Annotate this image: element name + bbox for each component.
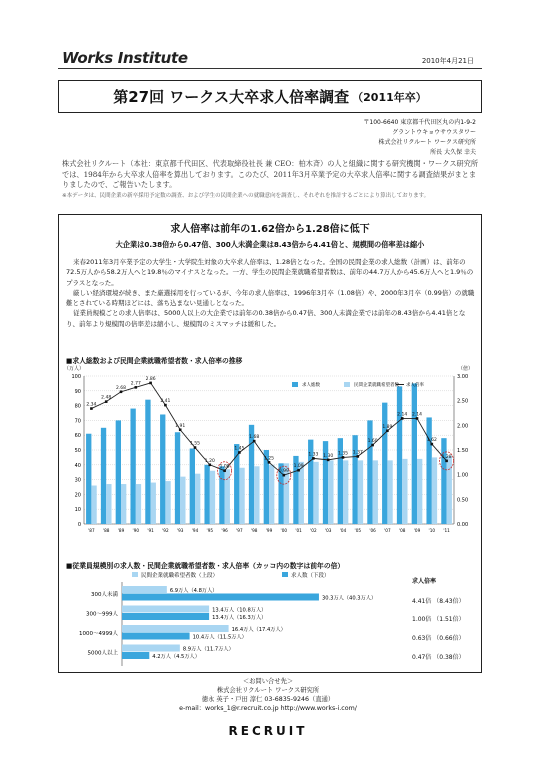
- ratio-point: [342, 456, 345, 459]
- bar-job-openings: [204, 465, 209, 524]
- bar-job-openings: [122, 633, 190, 640]
- bar-job-seekers: [165, 481, 170, 524]
- bar-job-seekers: [417, 459, 422, 524]
- x-tick: '95: [206, 528, 214, 533]
- bar-job-openings: [145, 400, 150, 524]
- y-axis-label-right: （倍）: [458, 366, 474, 372]
- ratio-point: [164, 404, 167, 407]
- bar-job-seekers: [91, 486, 96, 524]
- bar-job-seekers: [402, 459, 407, 524]
- ratio-point: [297, 469, 300, 472]
- bar-job-openings: [160, 414, 165, 524]
- x-tick: '05: [354, 528, 362, 533]
- bar-label-top: 8.9万人（11.7万人）: [182, 646, 234, 653]
- bar-job-openings: [219, 466, 224, 524]
- ratio-point: [312, 457, 315, 460]
- bar-job-openings: [122, 613, 209, 620]
- x-tick: '87: [88, 528, 95, 533]
- ratio-point: [135, 386, 138, 389]
- bar-job-seekers: [358, 460, 363, 524]
- bar-job-openings: [116, 420, 121, 524]
- legend-swatch: [282, 572, 288, 577]
- bar-label-top: 16.4万人（17.4万人）: [231, 627, 286, 633]
- rate-value: 4.41倍 （8.43倍）: [412, 598, 465, 605]
- summary-subhead: 大企業は0.38倍から0.47倍、300人未満企業は8.43倍から4.41倍と、規模間の倍率差は縮小: [115, 240, 425, 249]
- summary-body: [66, 257, 478, 329]
- bar-job-openings: [122, 652, 149, 659]
- ratio-data-label: 1.30: [323, 453, 334, 459]
- intro-paragraph: 株式会社リクルート（本社：東京都千代田区、代表取締役社長 兼 CEO：柏木斉）の人と組織に関する研究機関・ワークス研究所では、1984年から大卒求人倍率を算出しております。このたび、2011年3月卒業予定の大卒求人倍率に関する調査結果がまとまりましたので、ご報告いたします。: [62, 159, 479, 189]
- summary-paragraph: 来春2011年3月卒業予定の大学生・大学院生対象の大卒求人倍率は、1.28倍となった。全国の民間企業の求人総数（計画）は、前年の72.5万人から58.2万人へと19.8％のマイナスとなった。一方、学生の民間企業就職希望者数は、前年の44.7万人から45.6万人へと1.9％のプラスとなった。: [66, 258, 474, 287]
- ratio-data-label: 1.37: [352, 450, 363, 456]
- ratio-point: [179, 428, 182, 431]
- contact-persons: 徳永 英子・戸田 淳仁 03-6835-9246（直通）: [201, 696, 335, 703]
- address-line: グラントウキョウサウスタワー: [392, 129, 476, 136]
- ratio-data-label: 1.28: [441, 454, 452, 460]
- x-tick: '10: [428, 528, 436, 533]
- ratio-point: [431, 443, 434, 446]
- ratio-point: [238, 451, 241, 454]
- y-tick-right: 0.50: [457, 497, 469, 504]
- legend-swatch: [344, 382, 350, 387]
- size-chart: [62, 568, 412, 668]
- x-tick: '93: [176, 528, 184, 533]
- x-tick: '99: [265, 528, 273, 533]
- ratio-data-label: 1.68: [249, 435, 260, 441]
- bar-job-seekers: [210, 471, 215, 524]
- ratio-data-label: 1.35: [337, 451, 349, 457]
- x-tick: '01: [295, 528, 302, 533]
- ratio-point: [105, 400, 108, 403]
- y-tick-left: 20: [74, 492, 81, 499]
- ratio-data-label: 1.55: [189, 441, 201, 447]
- bar-label-bottom: 4.2万人（4.5万人）: [152, 654, 200, 660]
- bar-job-openings: [86, 434, 91, 524]
- bar-job-openings: [382, 403, 387, 524]
- bar-job-seekers: [328, 460, 333, 524]
- bar-job-openings: [412, 383, 417, 524]
- bar-job-openings: [352, 435, 357, 524]
- x-tick: '06: [369, 528, 376, 533]
- y-tick-right: 0.00: [457, 522, 469, 528]
- ratio-data-label: 1.91: [175, 423, 186, 429]
- y-tick-left: 70: [74, 418, 81, 425]
- bar-job-seekers: [180, 477, 185, 524]
- bar-job-seekers: [122, 645, 180, 652]
- legend-label: 民間企業就職希望者数: [354, 383, 399, 388]
- bar-job-seekers: [121, 484, 126, 524]
- ratio-data-label: 1.89: [382, 424, 393, 430]
- address-line: 〒100-6640 東京都千代田区丸の内1-9-2: [363, 119, 476, 126]
- bar-job-openings: [101, 428, 106, 524]
- intro-note: ※本データは、民間企業の新卒採用予定数の調査、および学生の民間企業への就職意向を調査し、それぞれを推計するごとにより算出しております。: [62, 193, 430, 199]
- ratio-data-label: 2.34: [86, 402, 97, 408]
- summary-paragraph: 従業員規模ごとの求人倍率は、5000人以上の大企業では前年の0.38倍から0.47倍、300人未満企業では前年の8.43倍から4.41倍となり、前年より規模間の倍率差は縮小し、規模間のミスマッチは緩和した。: [66, 309, 466, 328]
- ratio-data-label: 1.20: [204, 458, 215, 464]
- y-tick-right: 2.00: [457, 423, 469, 430]
- bar-job-seekers: [136, 484, 141, 524]
- address-block: [363, 118, 476, 158]
- bar-job-openings: [130, 409, 135, 524]
- summary-headline: 求人倍率は前年の1.62倍から1.28倍に低下: [170, 224, 370, 235]
- trend-chart: [62, 362, 482, 552]
- y-tick-left: 80: [74, 403, 81, 410]
- x-tick: '00: [280, 528, 288, 533]
- bar-job-seekers: [106, 484, 111, 524]
- legend-swatch: [132, 572, 138, 577]
- y-tick-left: 90: [74, 388, 81, 395]
- ratio-point: [90, 407, 93, 410]
- ratio-point: [194, 446, 197, 449]
- contact-org: 株式会社リクルート ワークス研究所: [216, 687, 320, 694]
- legend-label: 求人総数: [302, 383, 320, 388]
- x-tick: '97: [236, 528, 243, 533]
- x-tick: '11: [443, 528, 450, 533]
- rate-value: 1.00倍 （1.51倍）: [412, 616, 465, 623]
- ratio-point: [386, 429, 389, 432]
- title-sub: （2011年卒）: [352, 90, 427, 104]
- x-tick: '09: [413, 528, 421, 533]
- ratio-point: [445, 460, 448, 463]
- ratio-data-label: 1.45: [234, 446, 245, 452]
- x-tick: '90: [132, 528, 140, 533]
- title-main: 第27回 ワークス大卒求人倍率調査: [113, 88, 350, 106]
- bar-job-seekers: [195, 474, 200, 524]
- ratio-data-label: 1.60: [367, 439, 378, 445]
- ratio-data-label: 2.14: [397, 412, 408, 418]
- x-tick: '94: [191, 528, 199, 533]
- header-rule: [58, 68, 482, 69]
- ratio-point: [371, 444, 374, 447]
- bar-job-openings: [441, 438, 446, 524]
- ratio-point: [283, 474, 286, 477]
- ratio-point: [327, 459, 330, 462]
- bar-job-openings: [426, 417, 431, 524]
- bar-job-openings: [397, 386, 402, 524]
- ratio-data-label: 1.33: [308, 452, 319, 458]
- legend-swatch: [292, 382, 298, 387]
- y-axis-label-left: （万人）: [64, 366, 85, 372]
- rate-value: 0.47倍 （0.38倍）: [412, 654, 465, 661]
- y-tick-right: 1.00: [457, 472, 469, 479]
- x-tick: '07: [384, 528, 391, 533]
- bar-job-seekers: [447, 456, 452, 524]
- bar-job-openings: [122, 594, 319, 601]
- bar-label-bottom: 13.4万人（16.3万人）: [212, 615, 267, 621]
- y-tick-left: 50: [74, 448, 81, 454]
- y-tick-left: 30: [74, 477, 81, 484]
- x-tick: '96: [221, 528, 228, 533]
- category-label: 1000～4999人: [79, 631, 118, 637]
- category-label: 5000人以上: [87, 650, 118, 657]
- bar-job-seekers: [373, 460, 378, 524]
- ratio-data-label: 2.77: [130, 381, 141, 387]
- ratio-data-label: 2.48: [101, 395, 112, 401]
- ratio-point: [401, 417, 404, 420]
- bar-job-seekers: [387, 460, 392, 524]
- legend-label: 求人倍率: [406, 383, 424, 388]
- summary-paragraph: 厳しい経済環境が続き、また厳選採用を行っているが、今年の求人倍率は、1996年3月卒（1.08倍）や、2000年3月卒（0.99倍）の就職難とされている時期ほどには、落ち込まない見通しとなった。: [66, 288, 475, 308]
- y-tick-right: 3.00: [457, 374, 469, 380]
- bar-label-bottom: 10.4万人（11.5万人）: [192, 634, 247, 641]
- bar-job-seekers: [122, 586, 167, 593]
- y-tick-right: 1.50: [457, 448, 469, 454]
- works-institute-logo: Works Institute: [62, 49, 188, 67]
- recruit-logo: RECRUIT: [228, 724, 308, 738]
- bar-job-seekers: [122, 606, 209, 613]
- bar-job-seekers: [254, 466, 259, 524]
- y-tick-left: 60: [74, 433, 81, 440]
- ratio-point: [357, 455, 360, 458]
- y-tick-left: 40: [74, 462, 81, 469]
- bar-job-seekers: [122, 625, 229, 632]
- legend-label: 民間企業就職希望者数（上段）: [141, 573, 219, 579]
- ratio-data-label: 2.86: [145, 376, 156, 382]
- bar-label-bottom: 30.3万人（40.3万人）: [321, 595, 377, 602]
- x-tick: '88: [102, 528, 110, 533]
- x-tick: '89: [117, 528, 125, 533]
- y-tick-left: 10: [74, 507, 81, 514]
- contact-heading: ＜お問い合せ先＞: [242, 678, 294, 685]
- ratio-point: [149, 382, 152, 385]
- x-tick: '91: [147, 528, 154, 533]
- ratio-point: [223, 469, 226, 472]
- bar-job-seekers: [239, 468, 244, 524]
- contact-block: [0, 677, 536, 713]
- ratio-point: [253, 440, 256, 443]
- bar-job-seekers: [432, 457, 437, 524]
- ratio-point: [209, 464, 212, 467]
- bar-job-seekers: [151, 483, 156, 524]
- chart2-title: ■従業員規模別の求人数・民間企業就職希望者数・求人倍率（カッコ内の数字は前年の倍）: [66, 562, 345, 570]
- x-tick: '92: [162, 528, 169, 533]
- x-tick: '04: [339, 528, 347, 533]
- x-tick: '02: [310, 528, 317, 533]
- category-label: 300人未満: [91, 592, 118, 598]
- page-title: [58, 80, 482, 113]
- bar-job-seekers: [343, 460, 348, 524]
- ratio-point: [120, 390, 123, 393]
- ratio-data-label: 1.25: [263, 456, 275, 462]
- ratio-data-label: 2.41: [160, 399, 171, 405]
- y-tick-right: 2.50: [457, 398, 469, 405]
- x-tick: '03: [324, 528, 332, 533]
- bar-job-seekers: [269, 465, 274, 524]
- rate-header: 求人倍率: [412, 578, 437, 585]
- address-line: 株式会社リクルート ワークス研究所: [378, 139, 476, 146]
- bar-job-seekers: [313, 462, 318, 524]
- chart1-title: ■求人総数および民間企業就職希望者数・求人倍率の推移: [66, 357, 243, 365]
- rate-value: 0.63倍 （0.66倍）: [412, 635, 465, 642]
- ratio-data-label: 1.62: [426, 438, 437, 444]
- x-tick: '08: [398, 528, 406, 533]
- release-date: 2010年4月21日: [421, 57, 474, 65]
- ratio-point: [416, 417, 419, 420]
- bar-label-top: 6.9万人（4.8万人）: [169, 588, 218, 594]
- contact-email[interactable]: e-mail：works_1@r.recruit.co.jp http://www.works-i.com/: [179, 705, 357, 712]
- ratio-data-label: 1.09: [293, 464, 304, 470]
- y-tick-left: 100: [71, 374, 81, 380]
- bar-job-openings: [175, 432, 180, 524]
- ratio-data-label: 2.14: [411, 412, 423, 418]
- bar-job-openings: [190, 449, 195, 524]
- ratio-data-label: 1.08: [219, 464, 230, 470]
- ratio-data-label: 0.99: [278, 469, 289, 475]
- y-tick-left: 0: [77, 522, 81, 528]
- category-label: 300～999人: [86, 611, 118, 618]
- x-tick: '98: [250, 528, 258, 533]
- bar-job-openings: [367, 420, 372, 524]
- address-line: 所長 大久保 幸夫: [430, 149, 476, 156]
- bar-label-top: 13.4万人（10.8万人）: [212, 607, 267, 614]
- legend-label: 求人数（下段）: [291, 573, 330, 579]
- ratio-data-label: 2.68: [115, 385, 127, 391]
- ratio-point: [268, 461, 271, 464]
